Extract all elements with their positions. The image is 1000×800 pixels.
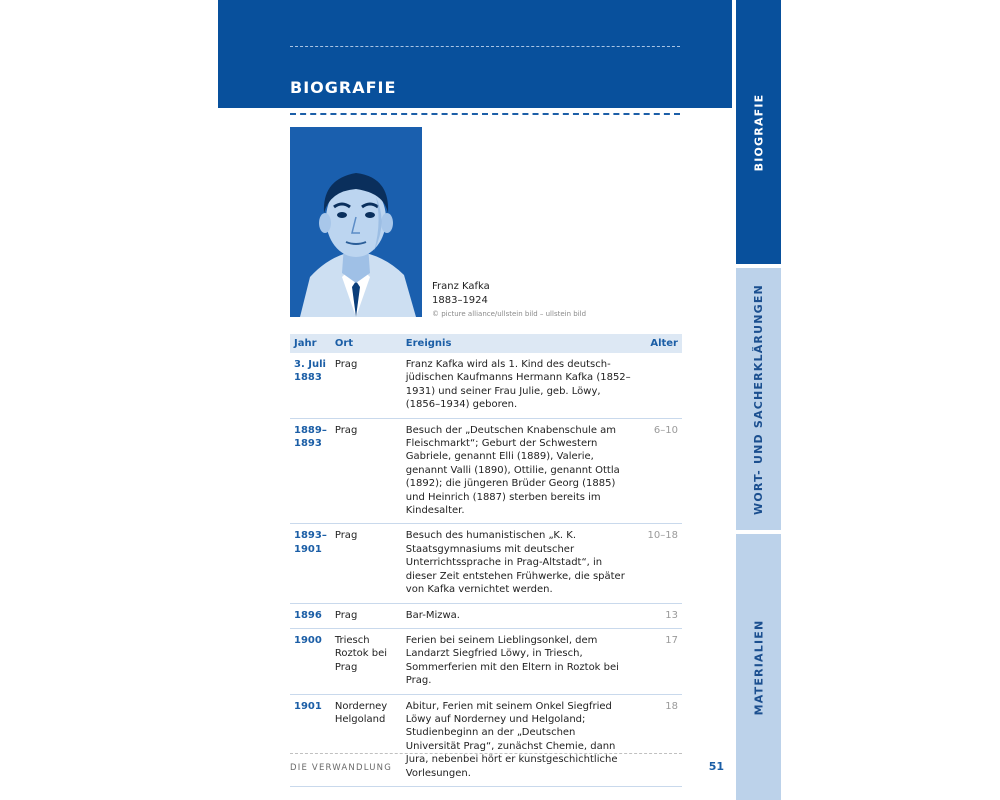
portrait-caption-name: Franz Kafka (432, 281, 490, 292)
row-place: Prag (331, 353, 402, 418)
row-year: 1889–1893 (290, 418, 331, 524)
row-place: Prag (331, 603, 402, 628)
row-event: Abitur, Ferien mit seinem Onkel Siegfried Löwy auf Norderney und Helgoland; Studienbeginn an der „Deutschen Universität Prag“, zunächst Chemie, dann Jura, nebenbei hört er kunstgeschichtliche Vorlesungen. (402, 694, 635, 786)
table-row (290, 418, 682, 524)
row-event: Besuch des humanistischen „K. K. Staatsgymnasiums mit deutscher Unterrichtssprache in Prag-Altstadt“, in dieser Zeit entstehen Frühwerke, die später von Kafka vernichtet werden. (402, 524, 635, 603)
tab-materialien-label: MATERIALIEN (752, 619, 766, 715)
title-dashed-rule (290, 113, 680, 115)
row-age (635, 353, 682, 418)
row-event: Ferien bei seinem Lieblingsonkel, dem Landarzt Siegfried Löwy, in Triesch, Sommerferien mit den Eltern in Roztok bei Prag. (402, 628, 635, 694)
tab-biografie[interactable] (736, 0, 781, 264)
tab-materialien[interactable] (736, 534, 781, 800)
table-row (290, 353, 682, 418)
column-header-year: Jahr (290, 334, 331, 353)
table-header-row (290, 334, 682, 353)
portrait-caption-years: 1883–1924 (432, 295, 488, 306)
tab-wort-label: WORT- UND SACHERKLÄRUNGEN (752, 283, 766, 515)
row-age: 10–18 (635, 524, 682, 603)
row-age: 13 (635, 603, 682, 628)
table-row (290, 603, 682, 628)
row-place: Prag (331, 418, 402, 524)
row-event: Besuch der „Deutschen Knabenschule am Fleischmarkt“; Geburt der Schwestern Gabriele, genannt Elli (1889), Valerie, genannt Valli (1890), Ottilie, genannt Ottla (1892); die jüngeren Brüder Georg (1885) und Heinrich (1887) sterben bereits im Kindesalter. (402, 418, 635, 524)
page-number: 51 (708, 760, 724, 773)
column-header-age: Alter (635, 334, 682, 353)
portrait-credit: © picture alliance/ullstein bild – ullstein bild (432, 310, 587, 318)
row-year: 1896 (290, 603, 331, 628)
row-year: 1900 (290, 628, 331, 694)
row-place: Norderney Helgoland (331, 694, 402, 786)
row-event: Franz Kafka wird als 1. Kind des deutsch-jüdischen Kaufmanns Hermann Kafka (1852–1931) und seiner Frau Julie, geb. Löwy, (1856–1934) geboren. (402, 353, 635, 418)
footer-dashed-rule (290, 753, 682, 754)
footer-book-title: DIE VERWANDLUNG (290, 763, 393, 773)
tab-biografie-label: BIOGRAFIE (752, 93, 766, 171)
row-year: 1901 (290, 694, 331, 786)
row-place: Prag (331, 524, 402, 603)
biography-table (290, 334, 682, 787)
table-row (290, 524, 682, 603)
tab-wort-und-sacherklaerungen[interactable] (736, 268, 781, 530)
row-age: 17 (635, 628, 682, 694)
header-dashed-rule (290, 46, 680, 47)
row-year: 1893–1901 (290, 524, 331, 603)
row-event: Bar-Mizwa. (402, 603, 635, 628)
column-header-place: Ort (331, 334, 402, 353)
row-year: 3. Juli 1883 (290, 353, 331, 418)
page-title: BIOGRAFIE (290, 78, 397, 97)
row-place: Triesch Roztok bei Prag (331, 628, 402, 694)
kafka-portrait (290, 127, 422, 317)
row-age: 18 (635, 694, 682, 786)
table-row (290, 628, 682, 694)
column-header-event: Ereignis (402, 334, 635, 353)
row-age: 6–10 (635, 418, 682, 524)
